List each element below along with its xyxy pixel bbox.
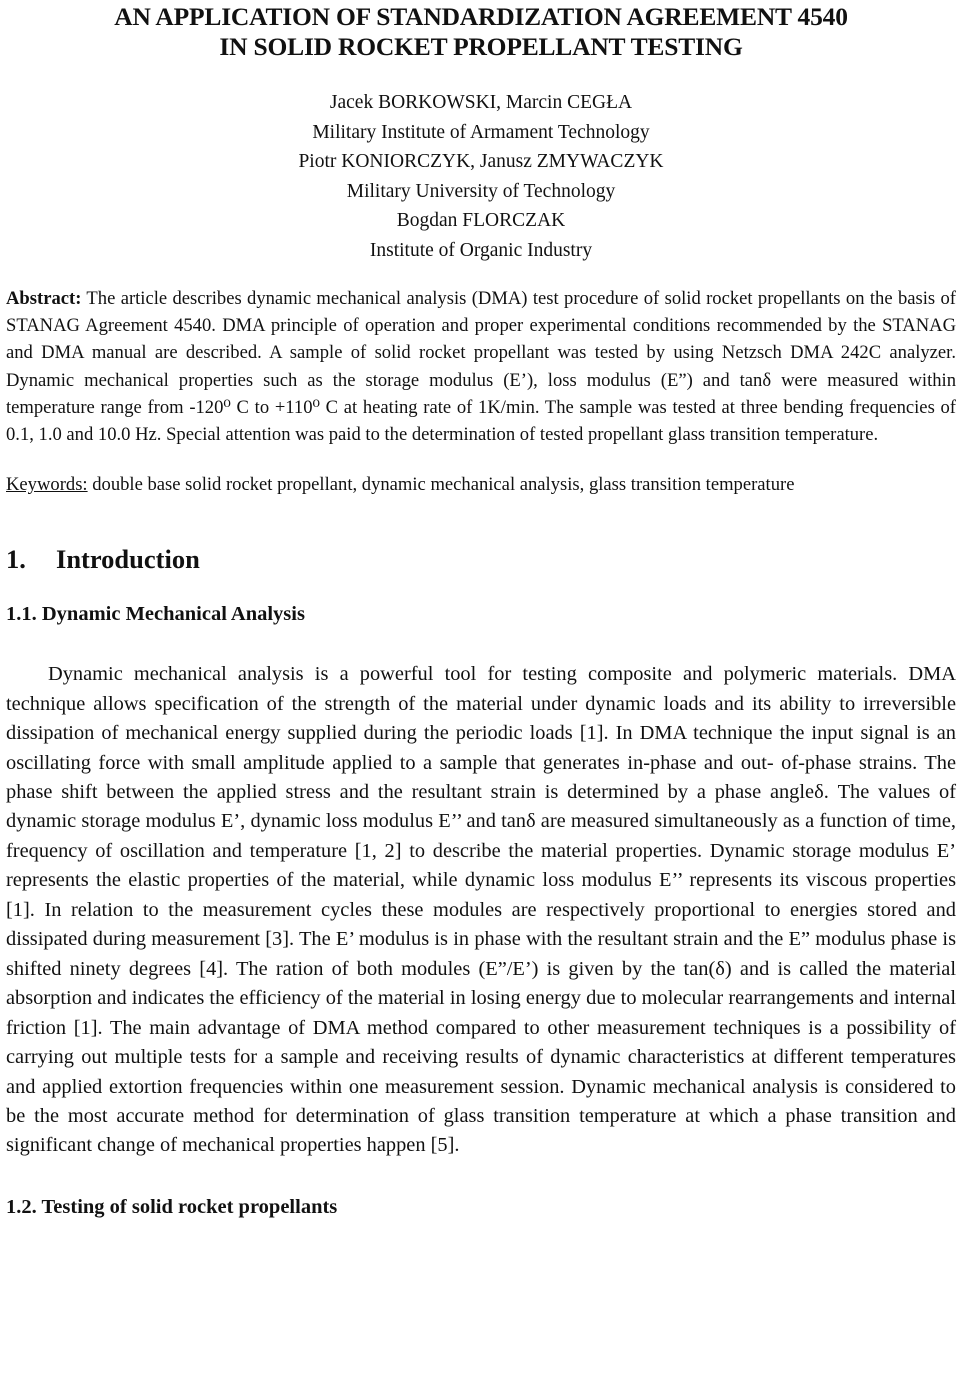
section-title: Introduction (56, 544, 200, 575)
abstract-label: Abstract: (6, 288, 82, 309)
title-line-2: IN SOLID ROCKET PROPELLANT TESTING (219, 32, 743, 61)
subsection-heading-testing: 1.2. Testing of solid rocket propellants (6, 1195, 338, 1218)
author-names: Piotr KONIORCZYK, Janusz ZMYWACZYK (298, 151, 664, 172)
subsection-heading-dma: 1.1. Dynamic Mechanical Analysis (6, 603, 305, 626)
abstract (6, 285, 956, 448)
author-names: Jacek BORKOWSKI, Marcin CEGŁA (329, 92, 633, 113)
author-names: Bogdan FLORCZAK (396, 210, 566, 231)
keywords-label: Keywords: (6, 474, 88, 496)
keywords-text: double base solid rocket propellant, dynamic mechanical analysis, glass transition temperature (87, 474, 795, 496)
author-affiliation: Military Institute of Armament Technology (312, 121, 650, 143)
author-block (6, 88, 956, 265)
section-heading-introduction (6, 542, 956, 576)
section-number: 1. (6, 544, 26, 575)
author-affiliation: Military University of Technology (346, 180, 616, 202)
abstract-text: The article describes dynamic mechanical analysis (DMA) test procedure of solid rocket propellants on the basis of STANAG Agreement 4540. DMA principle of operation and proper experimental conditions recommended by the STANAG and DMA manual are described. A sample of solid rocket propellant was tested by using Netzsch DMA 242C analyzer. Dynamic mechanical properties such as the storage modulus (E’), loss modulus (E”) and tanδ were measured within temperature range from -120⁰ C to +110⁰ C at heating rate of 1K/min. The sample was tested at three bending frequencies of 0.1, 1.0 and 10.0 Hz. Special attention was paid to the determination of tested propellant glass transition temperature. (6, 288, 956, 446)
paper-page (6, 0, 956, 1221)
paper-title (6, 2, 956, 62)
title-line-1: AN APPLICATION OF STANDARDIZATION AGREEMENT 4540 (114, 2, 848, 31)
keywords (6, 471, 956, 498)
author-affiliation: Institute of Organic Industry (369, 239, 593, 261)
body-paragraph: Dynamic mechanical analysis is a powerful tool for testing composite and polymeric materials. DMA technique allows specification of the strength of the material under dynamic loads and its ability to irreversible dissipation of mechanical energy supplied during the periodic loads [1]. In DMA technique the input signal is an oscillating force with small amplitude applied to a sample that generates in-phase and out- of-phase strains. The phase shift between the applied stress and the resultant strain is determined by a phase angleδ. The values of dynamic storage modulus E’, dynamic loss modulus E’’ and tanδ are measured simultaneously as a function of time, frequency of oscillation and temperature [1, 2] to describe the material properties. Dynamic storage modulus E’ represents the elastic properties of the material, while dynamic loss modulus E’’ represents its viscous properties [1]. In relation to the measurement cycles these modules are respectively proportional to energies stored and dissipated during measurement [3]. The E’ modulus is in phase with the resultant strain and the E” modulus phase is shifted ninety degrees [4]. The ration of both modules (E”/E’) is given by the tan(δ) and is called the material absorption and indicates the efficiency of the material in losing energy due to molecular rearrangements and internal friction [1]. The main advantage of DMA method compared to other measurement techniques is a possibility of carrying out multiple tests for a sample and receiving results of dynamic characteristics at different temperatures and applied extortion frequencies within one measurement session. Dynamic mechanical analysis is considered to be the most accurate method for determination of glass transition temperature at which a phase transition and significant change of mechanical properties happen [5]. (6, 663, 956, 1157)
